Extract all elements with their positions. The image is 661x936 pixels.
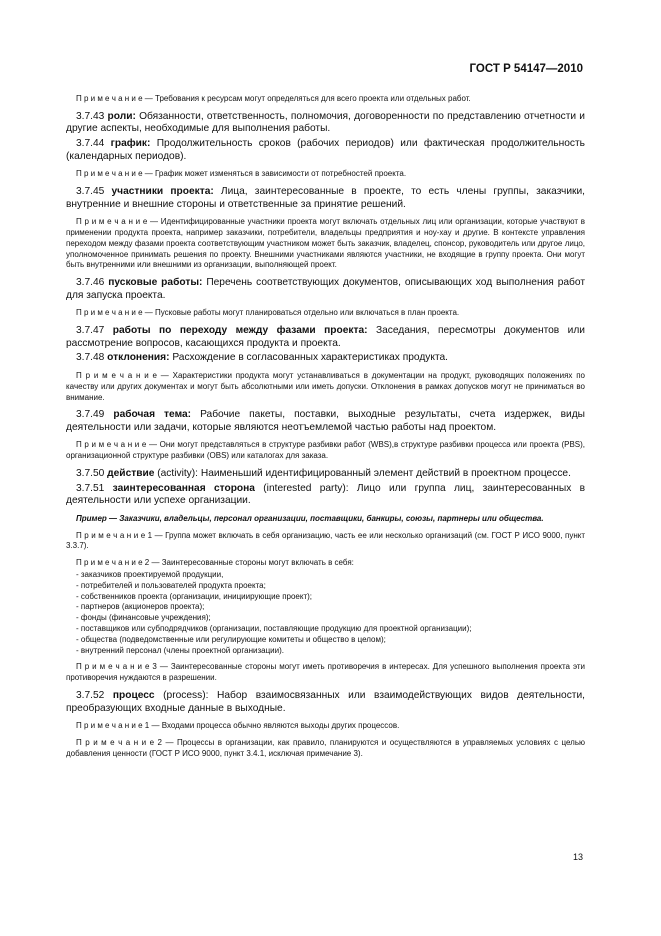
term-name: пусковые работы: bbox=[108, 277, 203, 289]
list-item: - фонды (финансовые учреждения); bbox=[76, 613, 211, 623]
term-3-7-49: 3.7.49 рабочая тема: Рабочие пакеты, поставки, выходные результаты, счета издержек, виды деятельности или задачи, которые являются неотъемлемой частью работы над проектом. bbox=[66, 409, 585, 433]
term-name: график: bbox=[110, 137, 151, 149]
term-3-7-46: 3.7.46 пусковые работы: Перечень соответствующих документов, описывающих ход выполнения работ для запуска проекта. bbox=[66, 277, 585, 301]
note-1: П р и м е ч а н и е 1 — Входами процесса обычно являются выходы других процессов. bbox=[76, 721, 400, 731]
note-label: П р и м е ч а н и е bbox=[76, 440, 147, 450]
term-name: работы по переходу между фазами проекта: bbox=[112, 325, 368, 337]
list-item: - поставщиков или субподрядчиков (организации, поставляющие продукцию для проектной организации); bbox=[76, 624, 472, 634]
page-content bbox=[66, 94, 585, 766]
note: П р и м е ч а н и е — Характеристики продукта могут устанавливаться в документации на продукт, руководящих положениях по качеству или других документах и могут быть абсолютными или иметь допуски. Отклонения в рамках допусков могут не приниматься во внимание. bbox=[66, 370, 586, 402]
note: П р и м е ч а н и е — Они могут представляться в структуре разбивки работ (WBS),в структуре разбивки процесса или проекта (PBS), организационной структуре разбивки (OBS) или каталогах для заказа. bbox=[66, 440, 586, 461]
document-id: ГОСТ Р 54147—2010 bbox=[469, 63, 583, 75]
note: П р и м е ч а н и е — График может изменяться в зависимости от потребностей проекта. bbox=[76, 169, 407, 179]
note-label: П р и м е ч а н и е bbox=[76, 370, 157, 380]
note-2: П р и м е ч а н и е 2 — Процессы в организации, как правило, планируются и осуществляются в управляемых условиях с целью добавления ценности (ГОСТ Р ИСО 9000, пункт 3.4.1, исключая примечание 3). bbox=[66, 738, 585, 758]
list-item: - общества (подведомственные или регулирующие комитеты и общество в целом); bbox=[76, 634, 386, 644]
list-item: - потребителей и пользователей продукта проекта; bbox=[76, 580, 266, 590]
term-3-7-51: 3.7.51 заинтересованная сторона (interested party): Лицо или группа лиц, заинтересованных в деятельности или успехе организации. bbox=[66, 482, 585, 507]
note: П р и м е ч а н и е — Пусковые работы могут планироваться отдельно или включаться в план проекта. bbox=[76, 308, 460, 318]
note: П р и м е ч а н и е — Требования к ресурсам могут определяться для всего проекта или отдельных работ. bbox=[76, 94, 471, 103]
note: П р и м е ч а н и е — Идентифицированные участники проекта могут включать отдельных лиц или организации, которые участвуют в применении продукта проекта, например заказчики, потребители, владельцы предприятия и ноу-хау и другие. В контексте управления переходом между фазами проекта соответствующим участником может быть заказчик, владелец, спонсор, руководитель или другое лицо, уполномоченное принимать решения по проекту. Внешними участниками являются участники, не входящие в группу проекта. Они могут быть внутренними или внешними из организации, выполняющей проект. bbox=[66, 217, 585, 270]
note-label: П р и м е ч а н и е 3 bbox=[76, 662, 157, 672]
term-3-7-50: 3.7.50 действие (activity): Наименьший идентифицированный элемент действий в проектном процессе. bbox=[76, 468, 571, 480]
list-item: - собственников проекта (организации, инициирующие проект); bbox=[76, 591, 313, 601]
stakeholder-list bbox=[76, 570, 585, 656]
page-number: 13 bbox=[572, 852, 583, 862]
note-label: П р и м е ч а н и е bbox=[76, 94, 143, 103]
note-label: П р и м е ч а н и е 1 bbox=[76, 530, 153, 540]
note-label: П р и м е ч а н и е bbox=[76, 308, 143, 318]
list-item: - внутренний персонал (члены проектной организации). bbox=[76, 645, 284, 655]
example: Пример — Заказчики, владельцы, персонал организации, поставщики, банкиры, союзы, партнеры или общества. bbox=[76, 513, 544, 523]
list-item: - партнеров (акционеров проекта); bbox=[76, 602, 205, 612]
note-label: П р и м е ч а н и е bbox=[76, 217, 148, 227]
term-name: заинтересованная сторона bbox=[112, 482, 255, 494]
term-name: роли: bbox=[107, 110, 136, 122]
note-2: П р и м е ч а н и е 2 — Заинтересованные стороны могут включать в себя: bbox=[76, 558, 354, 568]
term-3-7-45: 3.7.45 участники проекта: Лица, заинтересованные в проекте, то есть члены группы, заказчики, внутренние и внешние стороны и ответственные за принятие решений. bbox=[66, 185, 586, 210]
term-3-7-44: 3.7.44 график: Продолжительность сроков (рабочих периодов) или фактическая продолжительность (календарных периодов). bbox=[66, 137, 585, 162]
note-label: П р и м е ч а н и е 2 bbox=[76, 738, 162, 747]
list-item: - заказчиков проектируемой продукции, bbox=[76, 570, 224, 580]
term-name: участники проекта: bbox=[111, 185, 214, 197]
note-label: П р и м е ч а н и е 1 bbox=[76, 721, 150, 731]
term-name: процесс bbox=[112, 690, 155, 702]
term-3-7-52: 3.7.52 процесс (process): Набор взаимосвязанных или взаимодействующих видов деятельности, преобразующих входные данные в выходные. bbox=[66, 690, 585, 714]
note-label: П р и м е ч а н и е 2 bbox=[76, 558, 150, 568]
term-3-7-48: 3.7.48 отклонения: Расхождение в согласованных характеристиках продукта. bbox=[76, 352, 448, 364]
term-3-7-47: 3.7.47 работы по переходу между фазами проекта: Заседания, пересмотры документов или рассмотрение вопросов, касающихся продукта и проекта. bbox=[66, 325, 585, 349]
term-3-7-43: 3.7.43 роли: Обязанности, ответственность, полномочия, договоренности по представлению отчетности и другие аспекты, необходимые для выполнения работы. bbox=[66, 110, 585, 135]
term-name: отклонения: bbox=[107, 352, 170, 364]
note-1: П р и м е ч а н и е 1 — Группа может включать в себя организацию, часть ее или несколько организаций (см. ГОСТ Р ИСО 9000, пункт 3.3.7). bbox=[66, 530, 585, 551]
term-name: действие bbox=[107, 468, 155, 480]
term-name: рабочая тема: bbox=[113, 409, 192, 421]
note-3: П р и м е ч а н и е 3 — Заинтересованные стороны могут иметь противоречия в интересах. Для успешного выполнения проекта эти противоречия нуждаются в разрешении. bbox=[66, 662, 585, 683]
note-label: П р и м е ч а н и е bbox=[76, 169, 143, 179]
